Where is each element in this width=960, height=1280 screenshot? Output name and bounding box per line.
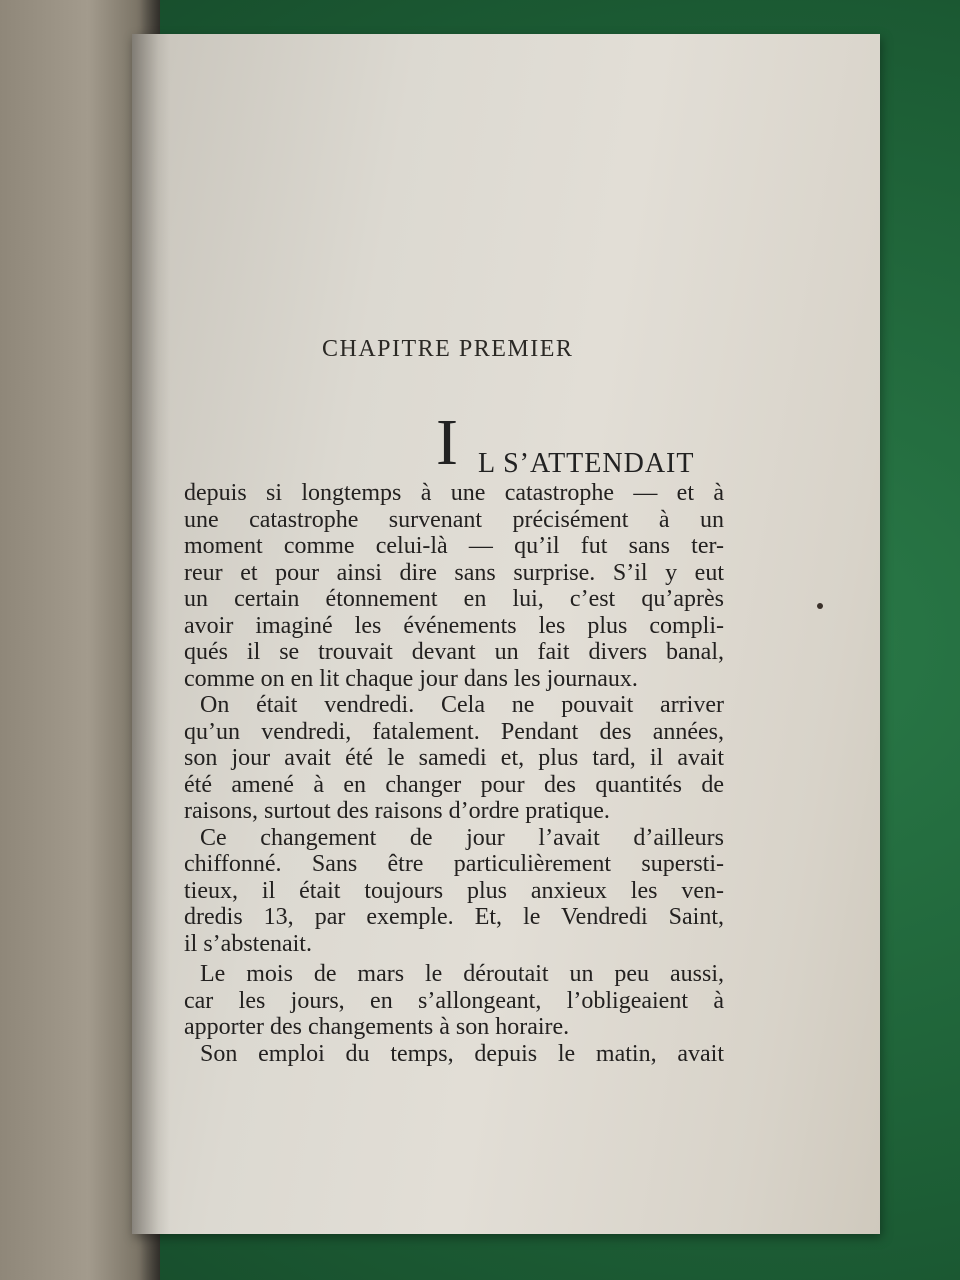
drop-cap: I: [436, 406, 458, 479]
text-line: car les jours, en s’allongeant, l’obligeaient à: [184, 987, 724, 1014]
text-line: une catastrophe survenant précisément à un: [184, 506, 724, 533]
text-line: été amené à en changer pour des quantités de: [184, 771, 724, 798]
text-line: Le mois de mars le déroutait un peu aussi,: [200, 961, 724, 987]
text-line: apporter des changements à son horaire.: [184, 1014, 570, 1040]
text-line: Son emploi du temps, depuis le matin, avait: [200, 1040, 724, 1067]
text-line: reur et pour ainsi dire sans surprise. S’il y eut: [184, 559, 724, 586]
text-line: Ce changement de jour l’avait d’ailleurs: [200, 824, 724, 851]
text-line: moment comme celui-là — qu’il fut sans ter-: [184, 533, 724, 559]
text-line: comme on en lit chaque jour dans les journaux.: [184, 665, 638, 692]
text-line: un certain étonnement en lui, c’est qu’après: [184, 586, 724, 612]
text-line: tieux, il était toujours plus anxieux les ven-: [184, 877, 724, 904]
text-line: depuis si longtemps à une catastrophe — et à: [184, 480, 724, 506]
gutter-shadow: [132, 34, 170, 1234]
text-line: On était vendredi. Cela ne pouvait arriver: [200, 692, 724, 718]
text-line: il s’abstenait.: [184, 930, 312, 957]
text-line: chiffonné. Sans être particulièrement supersti-: [184, 851, 724, 877]
text-line: son jour avait été le samedi et, plus tard, il avait: [184, 745, 724, 771]
text-line: dredis 13, par exemple. Et, le Vendredi Saint,: [184, 904, 724, 930]
text-line: avoir imaginé les événements les plus compli-: [184, 612, 724, 639]
body-text: [184, 480, 724, 1067]
text-line: qués il se trouvait devant un fait divers banal,: [184, 639, 724, 665]
chapter-title: CHAPITRE PREMIER: [322, 336, 574, 362]
opening-words: L S’ATTENDAIT: [478, 448, 695, 479]
text-line: qu’un vendredi, fatalement. Pendant des années,: [184, 718, 724, 745]
paper-speck: [817, 603, 823, 609]
text-line: raisons, surtout des raisons d’ordre pratique.: [184, 798, 610, 824]
